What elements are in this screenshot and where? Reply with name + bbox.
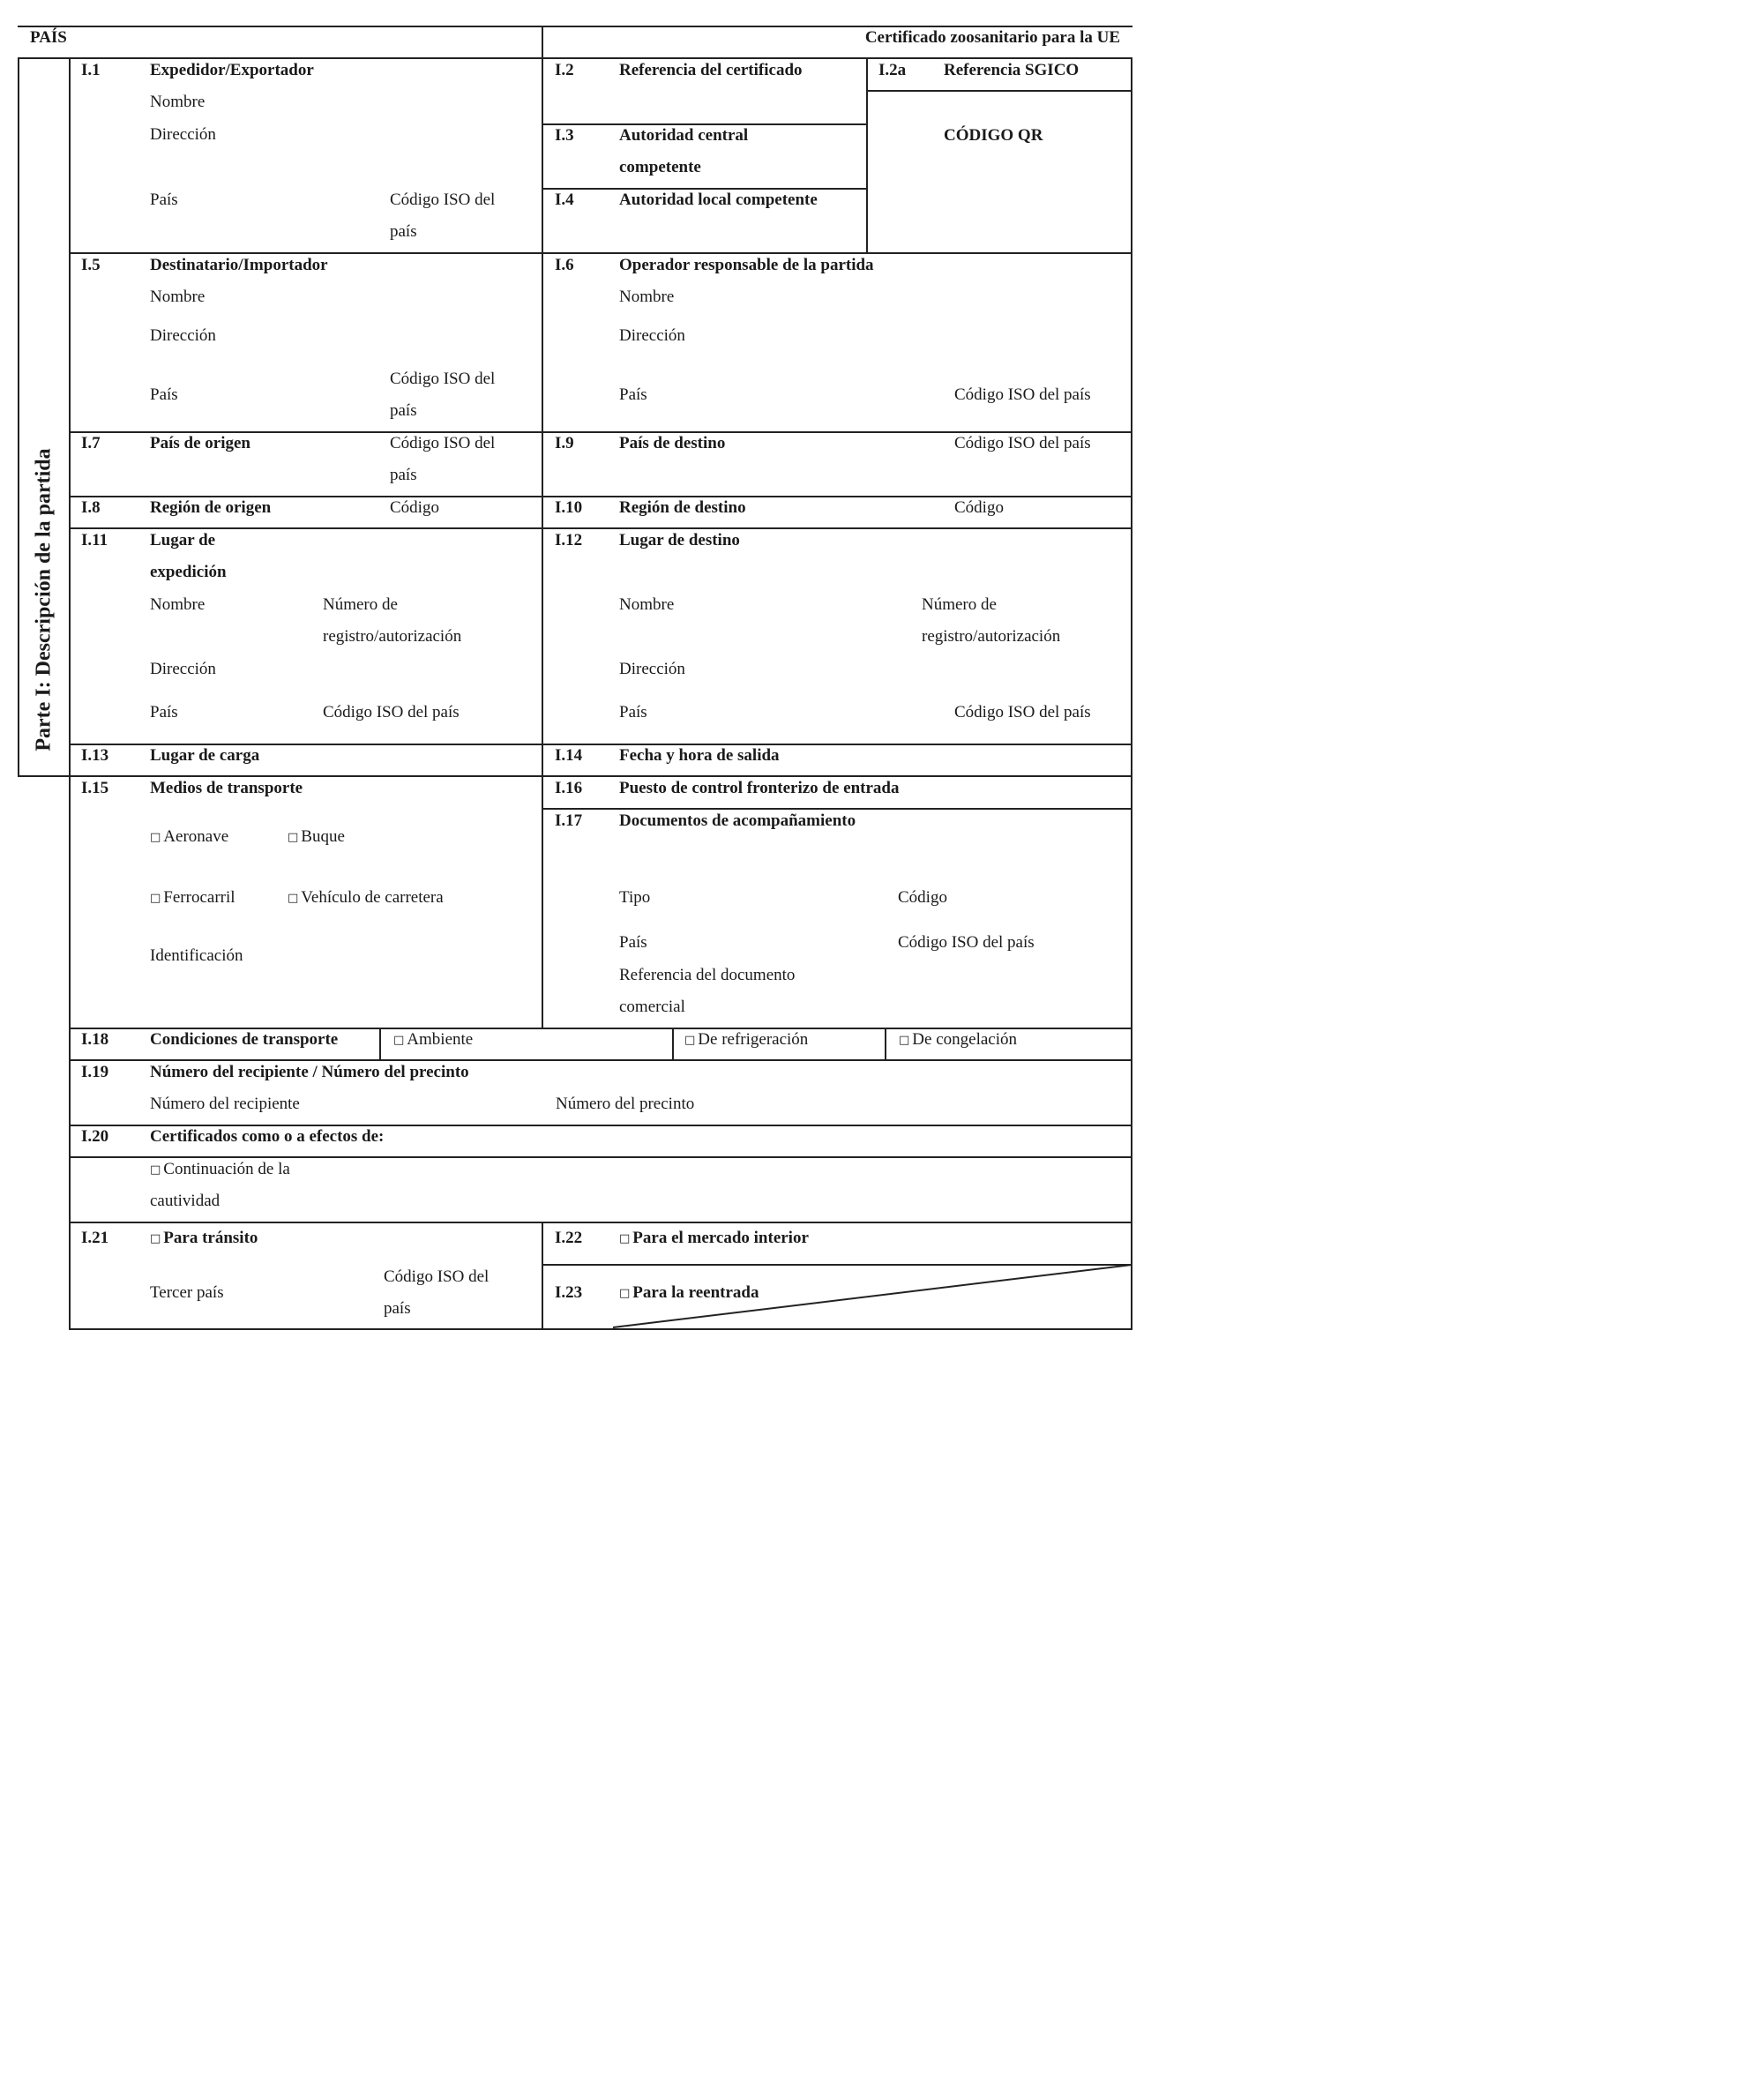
i1-name-label: Nombre (150, 93, 206, 111)
ship-option[interactable]: □ Buque (288, 827, 345, 846)
i19-seal-label: Número del precinto (556, 1095, 695, 1113)
i15-title: Medios de transporte (150, 779, 303, 797)
i1-title: Expedidor/Exportador (150, 61, 314, 79)
i7-iso-label: Código ISO del (390, 434, 496, 452)
i16-number: I.16 (555, 779, 583, 797)
ambient-option[interactable]: □ Ambiente (393, 1030, 474, 1049)
checkbox-icon[interactable]: □ (684, 1034, 696, 1047)
i11-address-label: Dirección (150, 660, 216, 678)
i17-number: I.17 (555, 811, 583, 830)
i11-reg-label-2: registro/autorización (323, 627, 462, 646)
i8-title: Región de origen (150, 498, 272, 517)
i17-title: Documentos de acompañamiento (619, 811, 856, 830)
aircraft-option[interactable]: □ Aeronave (150, 827, 229, 846)
rail-option[interactable]: □ Ferrocarril (150, 888, 235, 907)
i5-address-label: Dirección (150, 326, 216, 345)
i17-code-label: Código (898, 888, 947, 907)
country-header: PAÍS (30, 28, 67, 47)
i18-title: Condiciones de transporte (150, 1030, 339, 1049)
i1-iso-label: Código ISO del (390, 191, 496, 209)
checkbox-icon[interactable]: □ (619, 1232, 631, 1245)
i2-number: I.2 (555, 61, 574, 79)
i12-address-label: Dirección (619, 660, 685, 678)
checkbox-icon[interactable]: □ (150, 892, 161, 905)
captivity-continuation-option-2: cautividad (150, 1192, 220, 1210)
i6-address-label: Dirección (619, 326, 685, 345)
i1-country-label: País (150, 191, 178, 209)
i20-title: Certificados como o a efectos de: (150, 1127, 385, 1146)
i1-address-label: Dirección (150, 125, 216, 144)
i17-iso-label: Código ISO del país (898, 933, 1035, 952)
i3-number: I.3 (555, 126, 574, 145)
i21-third-country-label: Tercer país (150, 1283, 224, 1302)
i12-name-label: Nombre (619, 595, 675, 614)
transit-option[interactable]: □ Para tránsito (150, 1229, 258, 1247)
i2a-number: I.2a (878, 61, 907, 79)
i1-iso-label-2: país (390, 222, 417, 241)
i5-name-label: Nombre (150, 288, 206, 306)
checkbox-icon[interactable]: □ (150, 831, 161, 844)
i6-name-label: Nombre (619, 288, 675, 306)
i18-number: I.18 (81, 1030, 109, 1049)
i12-country-label: País (619, 703, 647, 721)
i6-iso-label: Código ISO del país (954, 385, 1091, 404)
internal-market-option[interactable]: □ Para el mercado interior (619, 1229, 809, 1247)
i14-title: Fecha y hora de salida (619, 746, 780, 765)
i11-name-label: Nombre (150, 595, 206, 614)
i17-type-label: Tipo (619, 888, 651, 907)
i4-title: Autoridad local competente (619, 191, 818, 209)
i2a-title: Referencia SGICO (944, 61, 1080, 79)
i12-title: Lugar de destino (619, 531, 740, 549)
i9-title: País de destino (619, 434, 726, 452)
i12-reg-label: Número de (922, 595, 997, 614)
i5-country-label: País (150, 385, 178, 404)
i7-iso-label-2: país (390, 466, 417, 484)
i4-number: I.4 (555, 191, 574, 209)
i9-iso-label: Código ISO del país (954, 434, 1091, 452)
i17-ref-label: Referencia del documento (619, 966, 796, 984)
i10-number: I.10 (555, 498, 583, 517)
road-vehicle-option[interactable]: □ Vehículo de carretera (288, 888, 444, 907)
i6-number: I.6 (555, 256, 574, 274)
i7-title: País de origen (150, 434, 250, 452)
checkbox-icon[interactable]: □ (899, 1034, 910, 1047)
i10-code-label: Código (954, 498, 1004, 517)
i21-iso-label: Código ISO del (384, 1267, 490, 1286)
i5-title: Destinatario/Importador (150, 256, 328, 274)
i15-identification-label: Identificación (150, 946, 243, 965)
i6-country-label: País (619, 385, 647, 404)
i16-title: Puesto de control fronterizo de entrada (619, 779, 900, 797)
i11-reg-label: Número de (323, 595, 398, 614)
checkbox-icon[interactable]: □ (150, 1163, 161, 1177)
i19-title: Número del recipiente / Número del precinto (150, 1063, 469, 1081)
i8-number: I.8 (81, 498, 101, 517)
i12-iso-label: Código ISO del país (954, 703, 1091, 721)
part-1-title: Parte I: Descripción de la partida (32, 448, 56, 751)
i6-title: Operador responsable de la partida (619, 256, 874, 274)
checkbox-icon[interactable]: □ (393, 1034, 405, 1047)
i11-iso-label: Código ISO del país (323, 703, 460, 721)
re-entry-option[interactable]: □ Para la reentrada (619, 1283, 759, 1302)
i5-number: I.5 (81, 256, 101, 274)
i13-number: I.13 (81, 746, 109, 765)
i15-number: I.15 (81, 779, 109, 797)
checkbox-icon[interactable]: □ (150, 1232, 161, 1245)
captivity-continuation-option[interactable]: □ Continuación de la (150, 1160, 290, 1178)
checkbox-icon[interactable]: □ (288, 831, 299, 844)
i20-number: I.20 (81, 1127, 109, 1146)
i5-iso-label-2: país (390, 401, 417, 420)
certificate-title: Certificado zoosanitario para la UE (864, 28, 1120, 47)
i21-number: I.21 (81, 1229, 109, 1247)
checkbox-icon[interactable]: □ (619, 1287, 631, 1300)
frozen-option[interactable]: □ De congelación (899, 1030, 1017, 1049)
i17-country-label: País (619, 933, 647, 952)
checkbox-icon[interactable]: □ (288, 892, 299, 905)
i14-number: I.14 (555, 746, 583, 765)
i2-title: Referencia del certificado (619, 61, 803, 79)
i19-container-label: Número del recipiente (150, 1095, 300, 1113)
i17-ref-label-2: comercial (619, 998, 685, 1016)
i11-number: I.11 (81, 531, 108, 549)
i11-title-2: expedición (150, 563, 227, 581)
i21-iso-label-2: país (384, 1299, 411, 1318)
qr-code-label: CÓDIGO QR (944, 126, 1043, 145)
i23-number: I.23 (555, 1283, 583, 1302)
i3-title-2: competente (619, 158, 701, 176)
i12-number: I.12 (555, 531, 583, 549)
i5-iso-label: Código ISO del (390, 370, 496, 388)
i10-title: Región de destino (619, 498, 746, 517)
i12-reg-label-2: registro/autorización (922, 627, 1061, 646)
i8-code-label: Código (390, 498, 439, 517)
i22-number: I.22 (555, 1229, 583, 1247)
chilled-option[interactable]: □ De refrigeración (684, 1030, 809, 1049)
i13-title: Lugar de carga (150, 746, 260, 765)
i3-title: Autoridad central (619, 126, 749, 145)
i19-number: I.19 (81, 1063, 109, 1081)
i11-title: Lugar de (150, 531, 216, 549)
i11-country-label: País (150, 703, 178, 721)
i7-number: I.7 (81, 434, 101, 452)
i1-number: I.1 (81, 61, 101, 79)
i9-number: I.9 (555, 434, 574, 452)
